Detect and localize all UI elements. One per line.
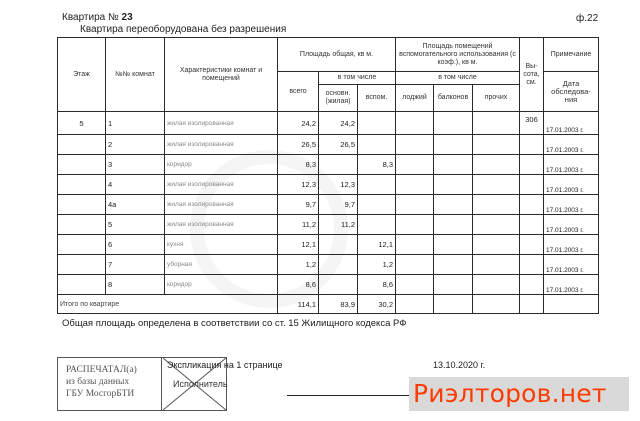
cell-room: 3 — [106, 155, 165, 175]
cell-height — [520, 155, 544, 175]
totals-date — [544, 295, 599, 314]
cell-balcony — [434, 175, 473, 195]
cell-other — [473, 255, 520, 275]
cell-other — [473, 235, 520, 255]
cell-aux — [358, 195, 396, 215]
cell-floor — [58, 135, 106, 155]
header-auxiliary: вспом. — [358, 85, 396, 112]
cell-balcony — [434, 155, 473, 175]
cell-total: 9,7 — [278, 195, 319, 215]
header-other: прочих — [473, 85, 520, 112]
cell-height — [520, 255, 544, 275]
cell-total: 1,2 — [278, 255, 319, 275]
cell-date: 17.01.2003 г. — [544, 112, 599, 135]
cell-desc: жилая изолированная — [165, 195, 278, 215]
cell-floor: 5 — [58, 112, 106, 135]
cell-floor — [58, 235, 106, 255]
header-including: в том числе — [319, 72, 396, 85]
cell-aux — [358, 135, 396, 155]
cell-room: 8 — [106, 275, 165, 295]
cell-floor — [58, 215, 106, 235]
cell-date: 17.01.2003 г. — [544, 195, 599, 215]
cell-main — [319, 155, 358, 175]
cell-total: 11,2 — [278, 215, 319, 235]
cell-room: 2 — [106, 135, 165, 155]
cell-other — [473, 135, 520, 155]
cell-main — [319, 235, 358, 255]
table-row — [58, 215, 599, 235]
cell-height — [520, 275, 544, 295]
totals-total: 114,1 — [278, 295, 319, 314]
cell-date: 17.01.2003 г. — [544, 135, 599, 155]
table-row — [58, 135, 599, 155]
cell-other — [473, 175, 520, 195]
cell-total: 12,1 — [278, 235, 319, 255]
cell-total: 26,5 — [278, 135, 319, 155]
cell-balcony — [434, 215, 473, 235]
cell-floor — [58, 155, 106, 175]
cell-date: 17.01.2003 г. — [544, 275, 599, 295]
totals-other — [473, 295, 520, 314]
cell-main — [319, 275, 358, 295]
cell-main: 9,7 — [319, 195, 358, 215]
cell-room: 4 — [106, 175, 165, 195]
cell-floor — [58, 255, 106, 275]
cell-desc: уборная — [165, 255, 278, 275]
cell-aux: 1,2 — [358, 255, 396, 275]
cell-other — [473, 215, 520, 235]
cell-other — [473, 155, 520, 175]
cell-main: 26,5 — [319, 135, 358, 155]
cell-height — [520, 235, 544, 255]
cell-other — [473, 112, 520, 135]
cell-aux — [358, 112, 396, 135]
cell-height — [520, 175, 544, 195]
cell-desc: коридор — [165, 155, 278, 175]
cell-date: 17.01.2003 г. — [544, 235, 599, 255]
stamp-line-3: ГБУ МосгорБТИ — [66, 389, 135, 399]
cell-main: 11,2 — [319, 215, 358, 235]
form-number: ф.22 — [576, 13, 599, 24]
totals-label: Итого по квартире — [58, 295, 278, 314]
cell-total: 8,6 — [278, 275, 319, 295]
cell-floor — [58, 195, 106, 215]
totals-height — [520, 295, 544, 314]
cell-aux: 12,1 — [358, 235, 396, 255]
totals-aux: 30,2 — [358, 295, 396, 314]
cell-balcony — [434, 112, 473, 135]
cell-loggia — [396, 255, 434, 275]
cell-height — [520, 215, 544, 235]
totals-row — [58, 295, 599, 314]
cell-loggia — [396, 215, 434, 235]
table-row — [58, 275, 599, 295]
cell-total: 24,2 — [278, 112, 319, 135]
cell-balcony — [434, 135, 473, 155]
header-survey-date: Дата обследова- ния — [544, 72, 599, 112]
cell-balcony — [434, 275, 473, 295]
cell-height: 306 — [520, 112, 544, 135]
explication-table — [57, 37, 599, 314]
cell-aux: 8,6 — [358, 275, 396, 295]
cell-floor — [58, 275, 106, 295]
stamp-line-2: из базы данных — [66, 377, 130, 387]
cell-date: 17.01.2003 г. — [544, 255, 599, 275]
area-note: Общая площадь определена в соответствии со ст. 15 Жилищного кодекса РФ — [62, 318, 407, 329]
cell-other — [473, 275, 520, 295]
cell-balcony — [434, 195, 473, 215]
apartment-title — [62, 12, 133, 23]
stamp-line-1: РАСПЕЧАТАЛ(а) — [66, 365, 137, 375]
table-row — [58, 112, 599, 135]
header-balconies: балконов — [434, 85, 473, 112]
signature-line — [287, 395, 412, 396]
cell-desc: жилая изолированная — [165, 175, 278, 195]
print-date: 13.10.2020 г. — [433, 360, 486, 370]
cell-desc: жилая изолированная — [165, 135, 278, 155]
header-note: Примечание — [544, 38, 599, 72]
cell-balcony — [434, 235, 473, 255]
table-row — [58, 175, 599, 195]
cell-room: 4а — [106, 195, 165, 215]
cell-room: 1 — [106, 112, 165, 135]
cell-date: 17.01.2003 г. — [544, 155, 599, 175]
cell-balcony — [434, 255, 473, 275]
cell-total: 12,3 — [278, 175, 319, 195]
cell-main: 12,3 — [319, 175, 358, 195]
header-height: Вы- сота, см. — [520, 38, 544, 112]
cell-loggia — [396, 195, 434, 215]
cell-aux: 8,3 — [358, 155, 396, 175]
cell-desc: кухня — [165, 235, 278, 255]
cell-aux — [358, 215, 396, 235]
header-floor: Этаж — [58, 38, 106, 112]
cell-floor — [58, 175, 106, 195]
cell-desc: жилая изолированная — [165, 112, 278, 135]
stamp-text — [58, 358, 162, 410]
header-including-aux: в том числе — [396, 72, 520, 85]
cell-aux — [358, 175, 396, 195]
cell-date: 17.01.2003 г. — [544, 175, 599, 195]
table-row — [58, 155, 599, 175]
cell-loggia — [396, 112, 434, 135]
cell-room: 5 — [106, 215, 165, 235]
cell-loggia — [396, 235, 434, 255]
cell-desc: жилая изолированная — [165, 215, 278, 235]
cell-room: 6 — [106, 235, 165, 255]
explication-pages: Экспликация на 1 странице — [167, 360, 283, 370]
cell-loggia — [396, 135, 434, 155]
header-loggias: лоджий — [396, 85, 434, 112]
cell-main: 24,2 — [319, 112, 358, 135]
cell-loggia — [396, 175, 434, 195]
cell-height — [520, 135, 544, 155]
totals-balcony — [434, 295, 473, 314]
executor-label: Исполнитель — [173, 379, 228, 389]
cell-loggia — [396, 275, 434, 295]
apartment-label: Квартира № — [62, 12, 119, 23]
cell-room: 7 — [106, 255, 165, 275]
cell-height — [520, 195, 544, 215]
header-total-area: Площадь общая, кв м. — [278, 38, 396, 72]
table-row — [58, 195, 599, 215]
cell-desc: коридор — [165, 275, 278, 295]
cell-other — [473, 195, 520, 215]
remodel-remark: Квартира переоборудована без разрешения — [80, 24, 287, 35]
cell-main — [319, 255, 358, 275]
totals-main: 83,9 — [319, 295, 358, 314]
header-main-living: основн. (жилая) — [319, 85, 358, 112]
site-watermark: Риэлторов.нет — [409, 377, 629, 411]
cell-date: 17.01.2003 г. — [544, 215, 599, 235]
apartment-number: 23 — [121, 12, 133, 23]
cell-total: 8,3 — [278, 155, 319, 175]
table-row — [58, 255, 599, 275]
header-room-number: №№ комнат — [106, 38, 165, 112]
header-characteristics: Характеристики комнат и помещений — [165, 38, 278, 112]
header-total: всего — [278, 72, 319, 112]
cell-loggia — [396, 155, 434, 175]
totals-loggia — [396, 295, 434, 314]
table-row — [58, 235, 599, 255]
header-aux-area: Площадь помещений вспомогательного использования (с коэф.), кв м. — [396, 38, 520, 72]
